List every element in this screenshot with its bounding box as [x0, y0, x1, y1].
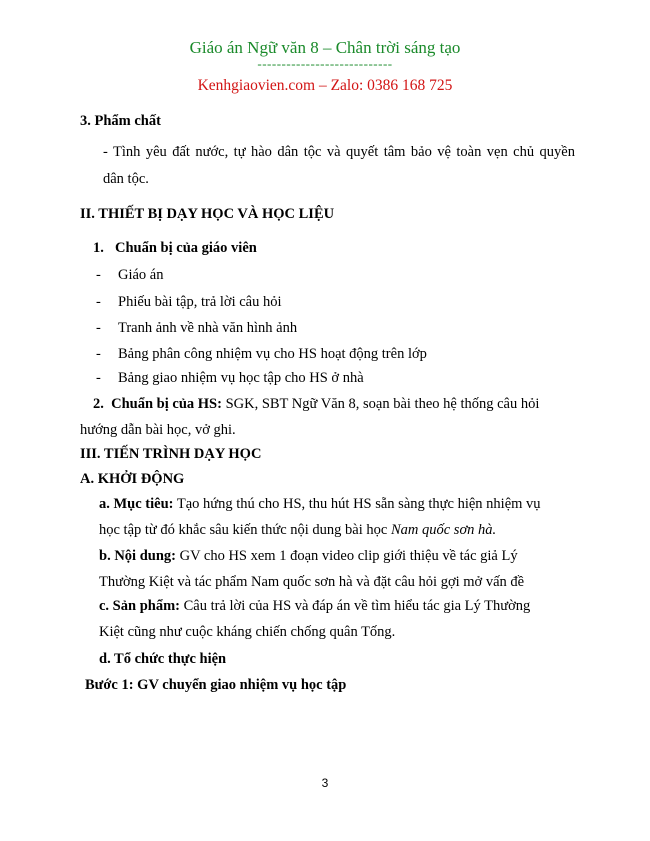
header-divider: ---------------------------- — [257, 56, 393, 71]
teacher-item: Phiếu bài tập, trả lời câu hỏi — [118, 294, 282, 310]
b-line-1 — [99, 547, 518, 565]
teacher-item: Giáo án — [118, 267, 164, 283]
s3-item-line-2: dân tộc. — [103, 171, 149, 187]
bullet-dash: - — [96, 320, 101, 336]
sII-2-text: SGK, SBT Ngữ Văn 8, soạn bài theo hệ thống câu hỏi — [221, 396, 540, 412]
bullet-dash: - — [96, 370, 101, 386]
a-line-2 — [99, 521, 496, 539]
teacher-item: Bảng phân công nhiệm vụ cho HS hoạt động trên lớp — [118, 346, 427, 362]
sII-2-number: 2. — [93, 396, 104, 412]
bullet-dash: - — [96, 346, 101, 362]
header-title: Giáo án Ngữ văn 8 – Chân trời sáng tạo — [189, 38, 461, 57]
a-label: a. Mục tiêu: — [99, 496, 174, 512]
sII-2-title: Chuẩn bị của HS: — [111, 396, 222, 412]
c-line-1 — [99, 597, 530, 615]
section-iii-heading: III. TIẾN TRÌNH DẠY HỌC — [80, 446, 262, 462]
sII-2-line-2: hướng dẫn bài học, vở ghi. — [80, 422, 236, 438]
step-1: Bước 1: GV chuyển giao nhiệm vụ học tập — [85, 677, 347, 693]
s3-item-line-1: - Tình yêu đất nước, tự hào dân tộc và quyết tâm bảo vệ toàn vẹn chủ quyền — [103, 144, 575, 160]
sII-1-title: Chuẩn bị của giáo viên — [115, 240, 257, 256]
b-text: GV cho HS xem 1 đoạn video clip giới thiệu về tác giả Lý — [175, 548, 518, 564]
sII-2-line-1 — [93, 395, 575, 413]
b-label: b. Nội dung: — [99, 548, 176, 564]
d-label: d. Tổ chức thực hiện — [99, 651, 227, 667]
page-number: 3 — [321, 776, 329, 790]
c-line-2: Kiệt cũng như cuộc kháng chiến chống quân Tống. — [99, 624, 396, 640]
header-contact: Kenhgiaovien.com – Zalo: 0386 168 725 — [197, 77, 453, 94]
bullet-dash: - — [96, 294, 101, 310]
b-line-2: Thường Kiệt và tác phẩm Nam quốc sơn hà và đặt câu hỏi gợi mở vấn đề — [99, 574, 525, 590]
c-text: Câu trả lời của HS và đáp án về tìm hiểu tác gia Lý Thường — [179, 598, 531, 614]
a-line-1 — [99, 495, 541, 513]
section-a-heading: A. KHỞI ĐỘNG — [80, 471, 185, 487]
teacher-item: Bảng giao nhiệm vụ học tập cho HS ở nhà — [118, 370, 364, 386]
section-ii-heading: II. THIẾT BỊ DẠY HỌC VÀ HỌC LIỆU — [80, 206, 335, 222]
section-3-heading: 3. Phẩm chất — [80, 113, 161, 129]
c-label: c. Sản phẩm: — [99, 598, 180, 614]
a-text-2-italic: Nam quốc sơn hà. — [390, 522, 497, 538]
sII-1-number: 1. — [93, 240, 104, 256]
teacher-item: Tranh ảnh về nhà văn hình ảnh — [118, 320, 298, 336]
bullet-dash: - — [96, 267, 101, 283]
a-text: Tạo hứng thú cho HS, thu hút HS sẵn sàng thực hiện nhiệm vụ — [173, 496, 541, 512]
a-text-2: học tập từ đó khắc sâu kiến thức nội dung bài học — [99, 522, 391, 538]
